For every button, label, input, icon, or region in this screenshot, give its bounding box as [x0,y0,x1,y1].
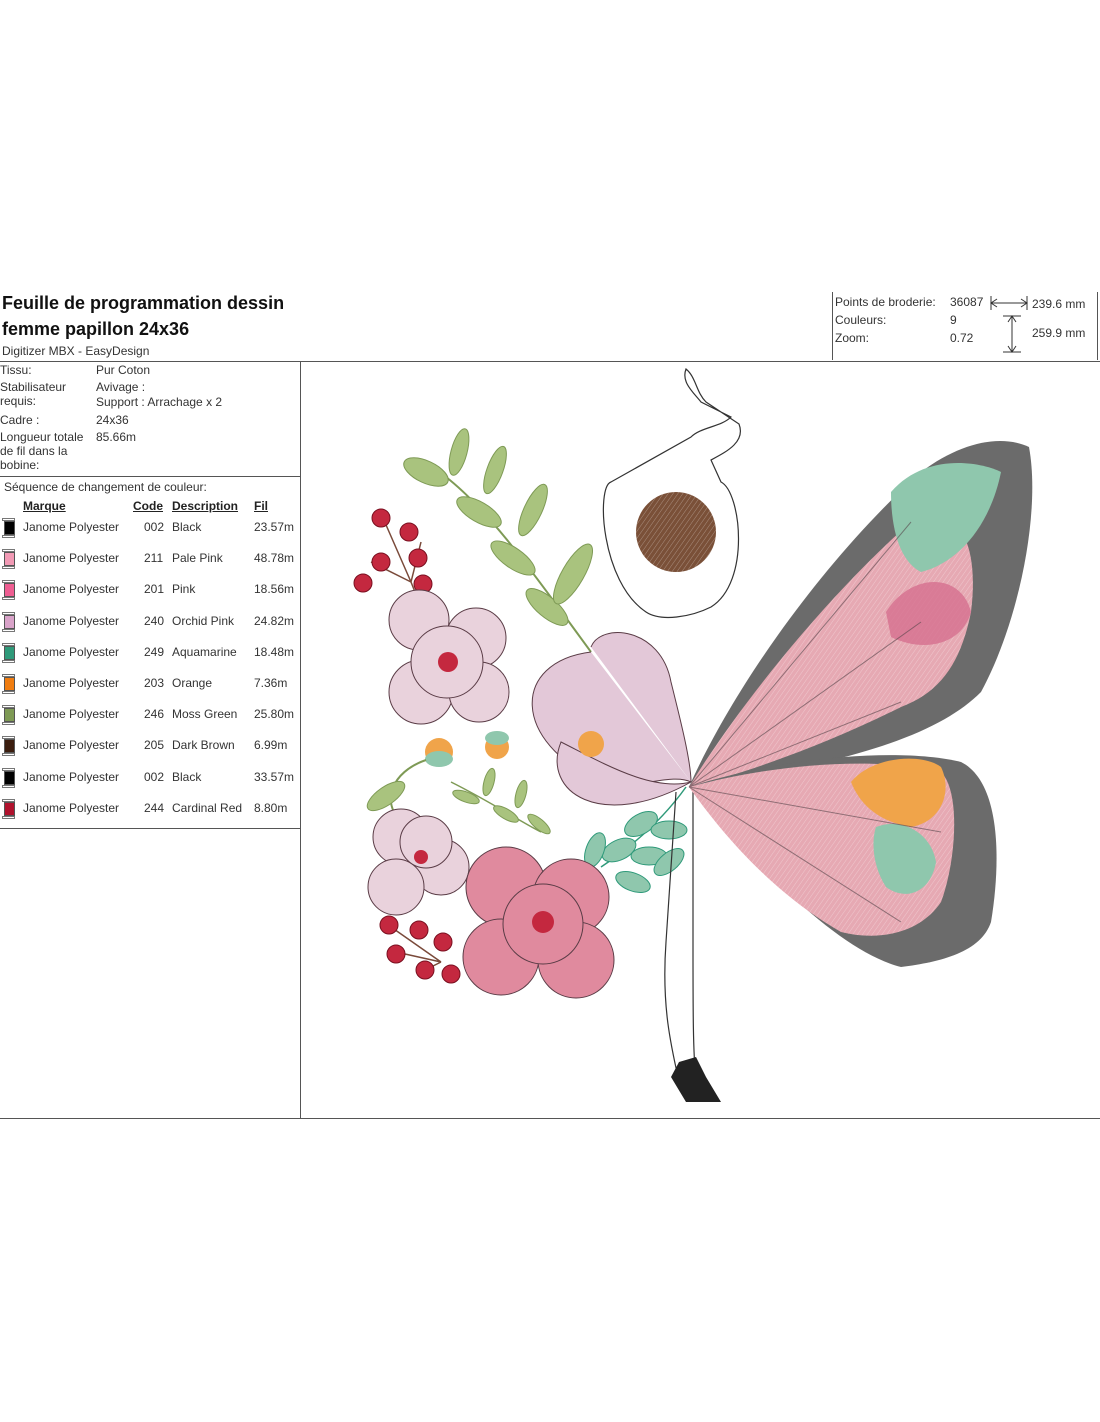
row-description: Black [172,769,202,784]
stabilizer-value1: Avivage : [96,380,146,394]
fabric-value: Pur Coton [96,363,151,377]
row-description: Pink [172,582,196,597]
frame-value: 24x36 [96,413,129,427]
table-row [0,645,300,667]
thread-length-value: 85.66m [96,430,137,444]
sequence-title: Séquence de changement de couleur: [4,480,207,494]
fabric-label: Tissu: [0,363,32,377]
row-brand: Janome Polyester [23,613,120,628]
row-brand: Janome Polyester [23,769,120,784]
row-brand: Janome Polyester [23,707,120,722]
row-code: 205 [144,738,165,753]
berry-cluster-top [354,509,432,602]
row-code: 244 [144,800,165,815]
row-thread: 18.56m [254,582,295,597]
flower-bottom-pink [463,847,614,998]
table-row [0,676,300,698]
col-thread-header: Fil [254,499,268,513]
row-code: 002 [144,520,165,534]
table-row [0,801,300,823]
program-sheet [0,290,1100,1125]
butterfly-wing [689,441,1032,967]
colors-value: 9 [950,313,957,327]
stitches-label: Points de broderie: [835,295,936,309]
frame-label: Cadre : [0,413,40,427]
leaf-branch-mid [451,767,553,837]
col-code-header: Code [133,499,163,513]
row-thread: 25.80m [254,707,295,722]
table-row [0,738,300,760]
row-code: 240 [144,613,165,628]
row-code: 002 [144,769,165,784]
row-brand: Janome Polyester [23,676,120,690]
row-thread: 8.80m [254,800,288,815]
table-row [0,707,300,729]
thread-spool-icon [2,768,15,788]
stabilizer-value2: Support : Arrachage x 2 [96,395,223,409]
bottom-border [0,1118,1100,1119]
embroidery-design-preview [301,362,1100,1117]
row-thread: 48.78m [254,551,295,566]
row-thread: 6.99m [254,738,288,753]
row-brand: Janome Polyester [23,738,120,753]
colors-label: Couleurs: [835,313,887,327]
row-brand: Janome Polyester [23,551,120,566]
berry-cluster-bottom [380,916,460,983]
thread-length-label: Longueur totale de fil dans la bobine: [0,430,84,472]
row-brand: Janome Polyester [23,582,120,597]
table-row [0,520,300,542]
stitches-value: 36087 [950,295,984,309]
flower-left-bottom [368,809,469,915]
row-code: 201 [144,582,165,597]
stats-divider [832,292,833,360]
thread-spool-icon [2,799,15,819]
row-brand: Janome Polyester [23,644,120,659]
thread-spool-icon [2,705,15,725]
info-divider [0,476,300,477]
design-width: 239.6 mm [1032,297,1086,311]
zoom-label: Zoom: [835,331,870,345]
sheet-title-line1: Feuille de programmation dessin [2,293,285,313]
row-description: Aquamarine [172,644,237,659]
table-row [0,614,300,636]
thread-spool-icon [2,612,15,632]
row-thread: 7.36m [254,676,288,690]
row-description: Orange [172,676,213,690]
sequence-divider [0,828,300,829]
row-code: 246 [144,707,165,722]
col-brand-header: Marque [23,499,66,513]
row-thread: 24.82m [254,613,295,628]
thread-spool-icon [2,736,15,756]
dimension-arrows-icon [985,292,1035,358]
zoom-value: 0.72 [950,331,974,345]
row-thread: 33.57m [254,769,295,784]
thread-spool-icon [2,549,15,569]
thread-spool-icon [2,674,15,694]
flower-center [532,633,691,805]
flower-left-top [389,590,509,724]
table-row [0,551,300,573]
row-description: Black [172,520,202,534]
software-name: Digitizer MBX - EasyDesign [2,344,150,358]
row-code: 249 [144,644,165,659]
stabilizer-label: Stabilisateur requis: [0,380,67,408]
col-description-header: Description [172,499,239,513]
row-brand: Janome Polyester [23,800,120,815]
row-code: 211 [144,551,164,566]
row-thread: 18.48m [254,644,295,659]
thread-spool-icon [2,580,15,600]
row-description: Moss Green [172,707,238,722]
table-row [0,770,300,792]
row-description: Cardinal Red [172,800,243,815]
sheet-title-line2: femme papillon 24x36 [2,319,190,339]
row-code: 203 [144,676,165,690]
row-description: Dark Brown [172,738,235,753]
row-thread: 23.57m [254,520,295,534]
thread-spool-icon [2,518,15,538]
table-row [0,582,300,604]
row-description: Pale Pink [172,551,223,566]
thread-spool-icon [2,643,15,663]
design-height: 259.9 mm [1032,326,1086,340]
row-brand: Janome Polyester [23,520,120,534]
row-description: Orchid Pink [172,613,235,628]
